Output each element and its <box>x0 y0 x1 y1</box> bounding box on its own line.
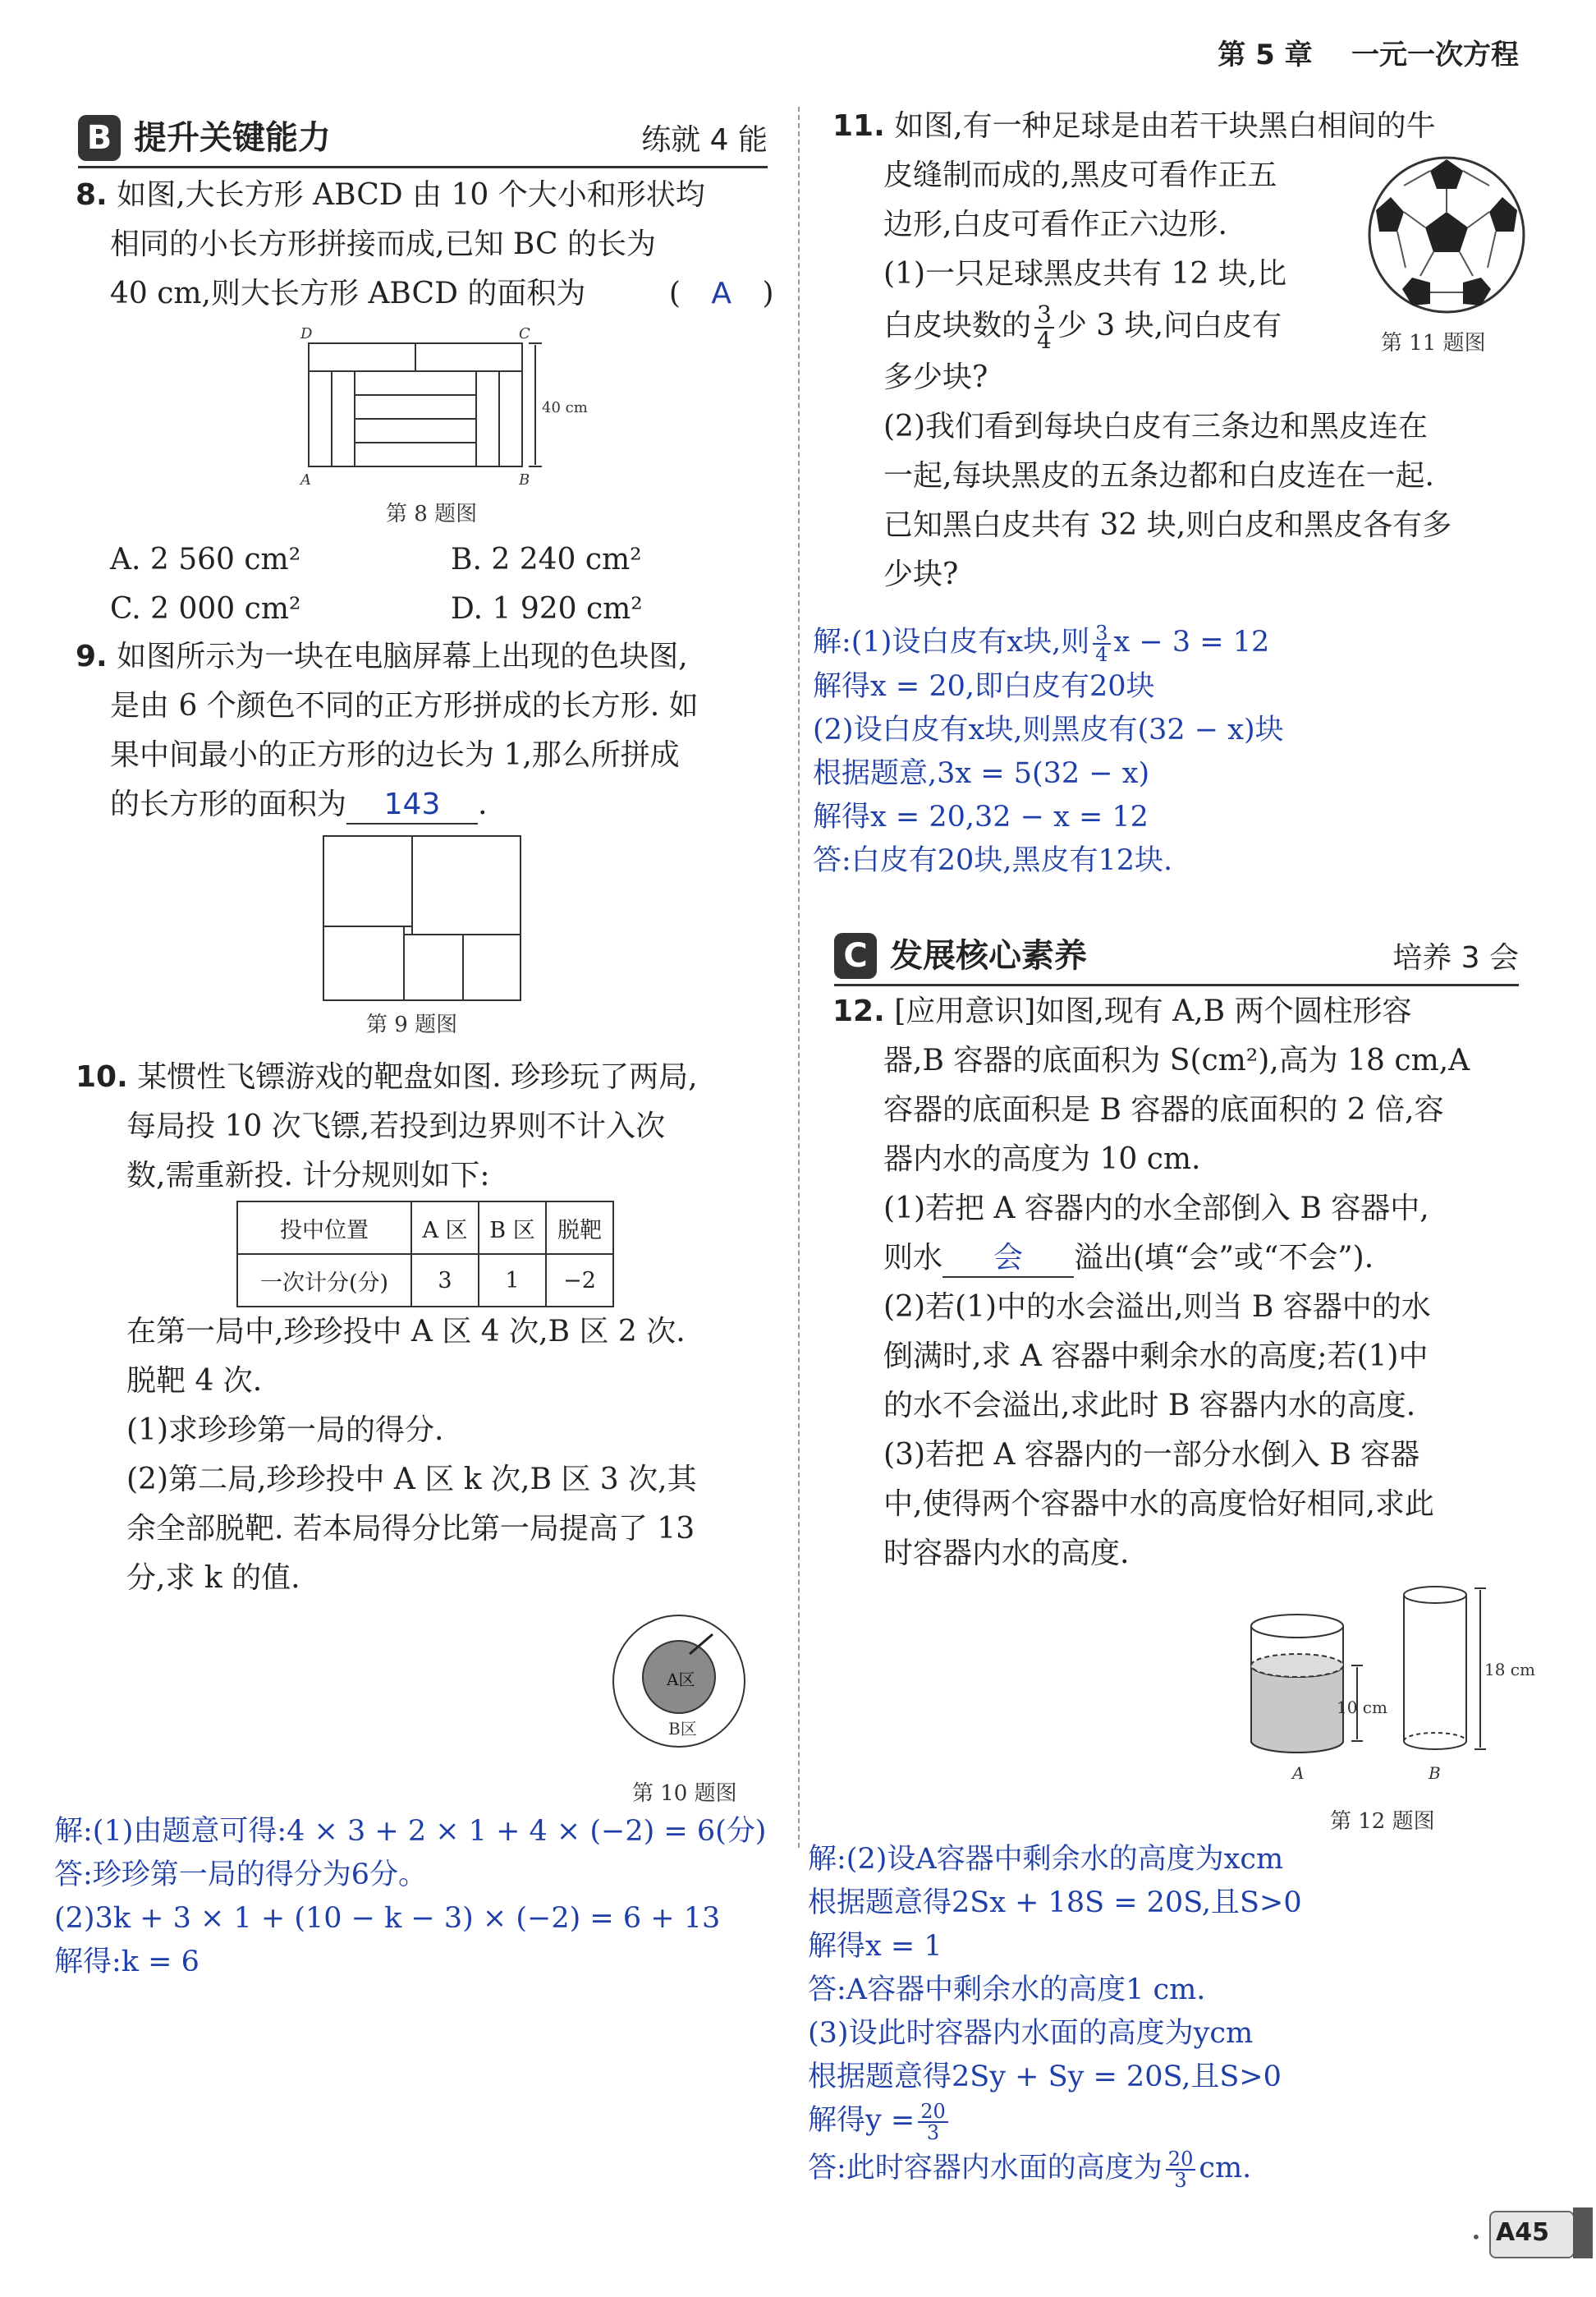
q12-sol-8b: cm. <box>1199 2152 1252 2184</box>
q12-label-10cm: 10 cm <box>1337 1697 1387 1717</box>
section-b-title: 提升关键能力 <box>134 119 331 157</box>
section-b-subtitle: 练就 4 能 <box>641 123 768 157</box>
q11-line2-5: 少块? <box>883 558 959 591</box>
q8-caption: 第 8 题图 <box>386 502 478 526</box>
q8-options <box>110 535 643 634</box>
q9-answer: 143 <box>383 788 441 821</box>
q12-line2-4: (3)若把 A 容器内的一部分水倒入 B 容器 <box>883 1438 1420 1472</box>
q11-sol-1b: x − 3 = 12 <box>1113 626 1270 659</box>
q12-sol-5: (3)设此时容器内水面的高度为ycm <box>808 2017 1254 2050</box>
q12-sol-last-fraction <box>1166 2149 1196 2190</box>
q10-line2-6: 分,求 k 的值. <box>126 1561 300 1595</box>
q10-table-r1: 3 <box>411 1254 479 1307</box>
q12-caption: 第 12 题图 <box>1330 1809 1435 1834</box>
q10-caption: 第 10 题图 <box>632 1781 737 1806</box>
q10-score-table <box>236 1201 614 1307</box>
section-b-underline <box>78 166 768 168</box>
question-12 <box>832 987 1470 1578</box>
q10-line-2: 每局投 10 次飞镖,若投到边界则不计入次 <box>126 1109 666 1143</box>
q12-line2-1: (2)若(1)中的水会溢出,则当 B 容器中的水 <box>883 1290 1431 1324</box>
q10-label-b: B区 <box>668 1719 697 1739</box>
q8-figure <box>296 327 591 491</box>
question-10 <box>76 1053 698 1201</box>
q12-line-2: 器,B 容器的底面积为 S(cm²),高为 18 cm,A <box>883 1044 1470 1077</box>
q11-figure <box>1364 153 1529 317</box>
q12-y-den: 3 <box>926 2120 940 2144</box>
q12-fill-suffix: 溢出(填“会”或“不会”). <box>1074 1241 1374 1275</box>
q11-sol-2: 解得x = 20,即白皮有20块 <box>813 670 1155 703</box>
q8-option-d: D. 1 920 cm² <box>451 592 643 626</box>
question-11 <box>832 102 1452 600</box>
question-9 <box>76 632 699 829</box>
q11-sol-5: 解得x = 20,32 − x = 12 <box>813 801 1149 834</box>
q10-line-1: 某惯性飞镖游戏的靶盘如图. 珍珍玩了两局, <box>137 1060 698 1094</box>
q11-frac-num: 3 <box>1034 302 1054 328</box>
q8-label-c: C <box>519 327 530 342</box>
page-number-badge <box>1471 2207 1594 2258</box>
q8-label-a: A <box>300 471 311 489</box>
q8-label-d: D <box>300 327 313 342</box>
q12-container-a-top <box>1251 1615 1343 1638</box>
chapter-number: 第 5 章 <box>1218 39 1313 71</box>
section-b-badge: B <box>78 115 121 161</box>
q8-line-1: 如图,大长方形 ABCD 由 10 个大小和形状均 <box>117 178 705 212</box>
q10-table-h1: A 区 <box>411 1201 479 1254</box>
q10-table-r0: 一次计分(分) <box>237 1254 411 1307</box>
q9-outer-rect <box>323 836 521 1000</box>
q8-option-a: A. 2 560 cm² <box>110 543 301 577</box>
q8-option-b: B. 2 240 cm² <box>451 543 642 577</box>
q11-fraction <box>1034 302 1054 353</box>
q8-label-b: B <box>519 471 530 489</box>
q10-sol-2: 答:珍珍第一局的得分为6分。 <box>54 1858 428 1891</box>
table-row <box>237 1254 613 1307</box>
chapter-title: 一元一次方程 <box>1351 39 1519 71</box>
section-c-title: 发展核心素养 <box>890 937 1087 975</box>
q12-label-a: A <box>1292 1763 1305 1783</box>
page-header <box>1218 34 1519 76</box>
q11-sol-fraction <box>1093 623 1110 664</box>
page-number-edge <box>1573 2207 1593 2258</box>
q9-figure <box>322 834 524 1004</box>
q9-end: . <box>478 788 488 821</box>
q12-last-num: 20 <box>1166 2149 1196 2171</box>
section-c-underline <box>834 984 1519 986</box>
page-number-dots: • <box>1471 2227 1481 2247</box>
q12-label-18cm: 18 cm <box>1484 1660 1535 1679</box>
q9-number: 9. <box>76 640 108 673</box>
q11-sol-4: 根据题意,3x = 5(32 − x) <box>813 757 1150 790</box>
q11-line-5b: 少 3 块,问白皮有 <box>1057 309 1282 342</box>
q12-sol-7a: 解得y = <box>808 2104 915 2137</box>
question-8 <box>76 171 774 319</box>
q11-line-3: 边形,白皮可看作正六边形. <box>883 208 1227 241</box>
q10-number: 10. <box>76 1060 128 1094</box>
q12-line2-2: 倒满时,求 A 容器中剩余水的高度;若(1)中 <box>883 1339 1429 1373</box>
q12-y-num: 20 <box>918 2102 948 2123</box>
q10-sol-3: (2)3k + 3 × 1 + (10 − k − 3) × (−2) = 6 + 13 <box>54 1902 721 1935</box>
q8-bracket-close: ) <box>762 277 774 310</box>
q10-line2-1: 在第一局中,珍珍投中 A 区 4 次,B 区 2 次. <box>126 1315 686 1348</box>
q12-last-den: 3 <box>1174 2168 1187 2192</box>
table-row <box>237 1201 613 1254</box>
q11-number: 11. <box>832 109 885 143</box>
q11-caption: 第 11 题图 <box>1381 331 1486 356</box>
q12-sol-8a: 答:此时容器内水面的高度为 <box>808 2152 1163 2184</box>
q12-line2-6: 时容器内水的高度. <box>883 1537 1130 1570</box>
q12-container-b-top <box>1404 1587 1466 1603</box>
column-divider <box>798 107 800 1848</box>
q9-caption: 第 9 题图 <box>366 1013 458 1037</box>
page-number-text: A45 <box>1496 2218 1549 2247</box>
q10-table-h0: 投中位置 <box>237 1201 411 1254</box>
q12-solution <box>808 1838 1302 2194</box>
q8-bracket-open: ( <box>668 277 681 310</box>
q12-answer: 会 <box>993 1241 1024 1275</box>
q12-sol-3: 解得x = 1 <box>808 1930 942 1963</box>
q10-line2-4: (2)第二局,珍珍投中 A 区 k 次,B 区 3 次,其 <box>126 1463 697 1496</box>
q11-line-1: 如图,有一种足球是由若干块黑白相间的牛 <box>894 109 1436 143</box>
q9-line-2: 是由 6 个颜色不同的正方形拼成的长方形. 如 <box>110 689 699 723</box>
q12-figure <box>1240 1577 1535 1799</box>
q12-line-3: 容器的底面积是 B 容器的底面积的 2 倍,容 <box>883 1093 1444 1127</box>
q11-line2-3: 一起,每块黑皮的五条边都和白皮连在一起. <box>883 459 1434 493</box>
q12-sol-2: 根据题意得2Sx + 18S = 20S,且S>0 <box>808 1886 1302 1919</box>
q11-line2-4: 已知黑白皮共有 32 块,则白皮和黑皮各有多 <box>883 508 1452 542</box>
q8-line-2: 相同的小长方形拼接而成,已知 BC 的长为 <box>110 227 656 261</box>
q11-sol-1a: 解:(1)设白皮有x块,则 <box>813 626 1090 659</box>
q11-sol-frac-den: 4 <box>1095 642 1108 666</box>
section-c-heading <box>834 933 1519 985</box>
q10-line-3: 数,需重新投. 计分规则如下: <box>126 1159 490 1192</box>
q10-line2-3: (1)求珍珍第一局的得分. <box>126 1413 444 1447</box>
q10-sol-4: 解得:k = 6 <box>54 1946 200 1978</box>
q12-line2-3: 的水不会溢出,求此时 B 容器内水的高度. <box>883 1389 1416 1422</box>
q10-line2-5: 余全部脱靶. 若本局得分比第一局提高了 13 <box>126 1512 695 1546</box>
q10-table-h2: B 区 <box>479 1201 546 1254</box>
q11-line-5a: 白皮块数的 <box>883 309 1032 342</box>
q11-solution <box>813 621 1284 883</box>
q9-line-3: 果中间最小的正方形的边长为 1,那么所拼成 <box>110 738 680 772</box>
q11-sol-6: 答:白皮有20块,黑皮有12块. <box>813 844 1173 877</box>
q10-figure <box>609 1611 749 1751</box>
q10-table-h3: 脱靶 <box>546 1201 613 1254</box>
q12-line-1: [应用意识]如图,现有 A,B 两个圆柱形容 <box>894 995 1412 1028</box>
q8-label-dim: 40 cm <box>542 399 588 416</box>
q10-label-a: A区 <box>667 1670 695 1689</box>
q12-line2-5: 中,使得两个容器中水的高度恰好相同,求此 <box>883 1487 1434 1521</box>
q11-frac-den: 4 <box>1037 327 1052 354</box>
q12-number: 12. <box>832 995 885 1028</box>
q12-label-b: B <box>1429 1763 1441 1783</box>
q10-table-r3: −2 <box>546 1254 613 1307</box>
section-c-badge: C <box>834 933 877 979</box>
section-c-subtitle: 培养 3 会 <box>1392 941 1519 975</box>
q8-number: 8. <box>76 178 108 212</box>
q12-container-b <box>1404 1595 1466 1749</box>
q11-sol-frac-num: 3 <box>1093 623 1110 645</box>
q9-line-4: 的长方形的面积为 <box>110 788 347 821</box>
q10-table-r2: 1 <box>479 1254 546 1307</box>
q11-line-2: 皮缝制而成的,黑皮可看作正五 <box>883 158 1277 192</box>
q11-sol-3: (2)设白皮有x块,则黑皮有(32 − x)块 <box>813 714 1284 747</box>
q11-line-4: (1)一只足球黑皮共有 12 块,比 <box>883 257 1287 291</box>
q12-line-4: 器内水的高度为 10 cm. <box>883 1142 1201 1176</box>
q10-line2-2: 脱靶 4 次. <box>126 1364 263 1398</box>
q12-line-5: (1)若把 A 容器内的水全部倒入 B 容器中, <box>883 1192 1429 1225</box>
q10-solution <box>54 1810 766 1984</box>
q12-sol-y-fraction <box>918 2099 948 2144</box>
q12-water-a <box>1251 1665 1343 1753</box>
q12-sol-4: 答:A容器中剩余水的高度1 cm. <box>808 1973 1206 2006</box>
q11-line2-1: 多少块? <box>883 361 988 394</box>
q8-answer: A <box>711 277 732 310</box>
q8-line-3: 40 cm,则大长方形 ABCD 的面积为 <box>110 277 586 310</box>
section-b-heading <box>78 115 768 168</box>
q12-fill-prefix: 则水 <box>883 1241 943 1275</box>
q12-sol-1: 解:(2)设A容器中剩余水的高度为xcm <box>808 1843 1284 1876</box>
q10-sol-1: 解:(1)由题意可得:4 × 3 + 2 × 1 + 4 × (−2) = 6(分) <box>54 1815 767 1848</box>
q10-continued <box>126 1307 697 1603</box>
q12-water-surface-a <box>1251 1654 1343 1677</box>
q12-sol-6: 根据题意得2Sy + Sy = 20S,且S>0 <box>808 2060 1282 2093</box>
q8-option-c: C. 2 000 cm² <box>110 592 301 626</box>
q9-line-1: 如图所示为一块在电脑屏幕上出现的色块图, <box>117 640 688 673</box>
q11-line2-2: (2)我们看到每块白皮有三条边和黑皮连在 <box>883 410 1428 443</box>
